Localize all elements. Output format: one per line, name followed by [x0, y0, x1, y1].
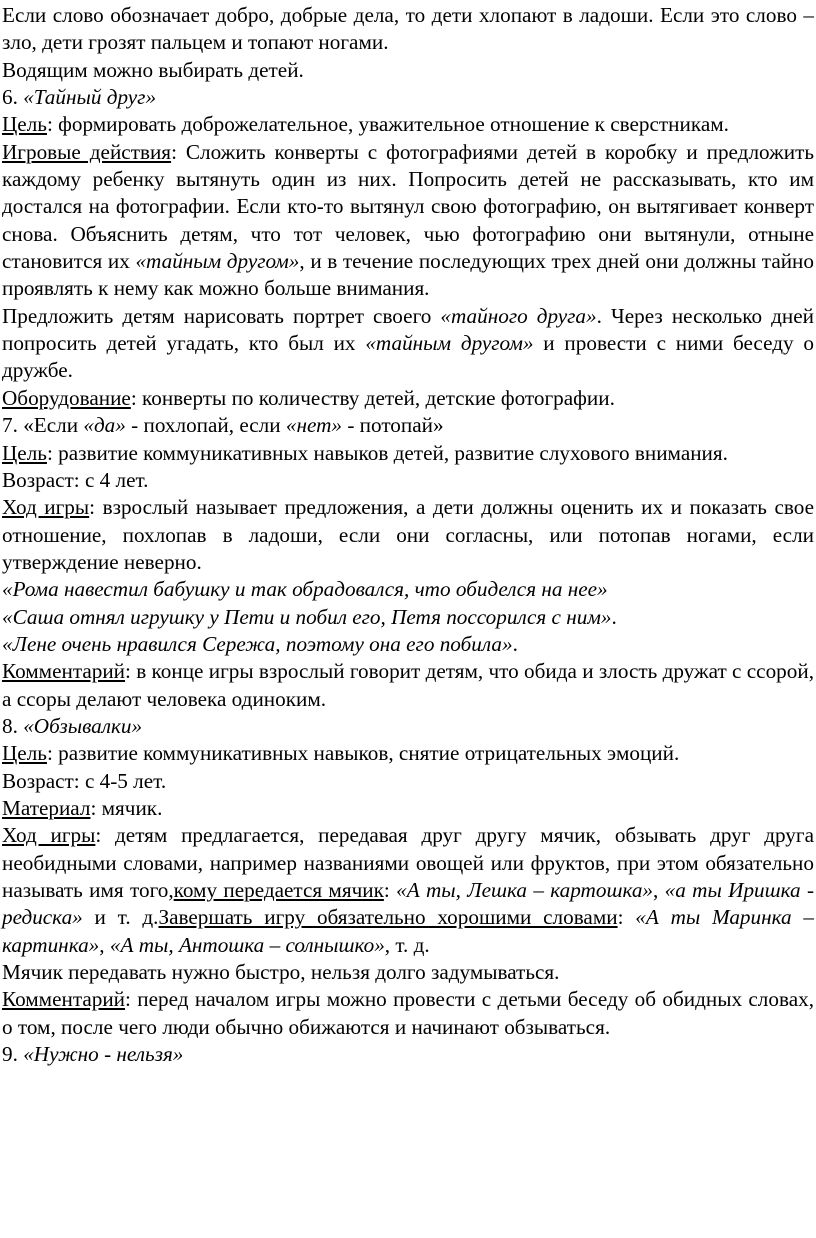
course-text: и т. д.: [82, 905, 159, 930]
course-example: «А ты, Антошка – солнышко»: [109, 932, 385, 957]
sentence-text: «Саша отнял игрушку у Пети и побил его, Петя поссорился с ним»: [2, 604, 612, 629]
comment-label: Комментарий: [2, 659, 126, 684]
course-text: : взрослый называет предложения, а дети должны оценить их и показать свое отношение, похлопав в ладоши, если они согласны, или потопав ногами, если утверждение неверно.: [2, 495, 815, 574]
secret-friend-term: «тайным другом»: [135, 249, 300, 274]
game-6-title: [2, 84, 814, 111]
course-text: :: [383, 878, 397, 902]
title-part: - потопай»: [342, 413, 444, 438]
actions-label: Игровые действия: [2, 139, 172, 164]
course-underlined: Завершать игру обязательно хорошими словами: [158, 905, 618, 930]
game-8-number: 8.: [2, 713, 24, 738]
title-part: 7. «Если: [2, 413, 84, 438]
comment-text: : перед началом игры можно провести с детьми беседу об обидных словах, о том, после чего люди обычно обижаются и начинают обзываться.: [2, 987, 814, 1039]
game-9-name: «Нужно - нельзя»: [23, 1042, 184, 1067]
drawing-text: . Через несколько дней попросить детей угадать, кто был их: [2, 303, 814, 356]
game-8-comment: [2, 986, 814, 1041]
paragraph-leader: Водящим можно выбирать детей.: [2, 57, 304, 82]
game-8-goal: [2, 740, 814, 767]
course-example: «А ты Маринка – картинка»: [2, 905, 814, 957]
course-label: Ход игры: [2, 495, 90, 520]
equipment-label: Оборудование: [2, 385, 131, 410]
goal-text: : формировать доброжелательное, уважительное отношение к сверстникам.: [46, 112, 729, 137]
course-text: : детям предлагается, передавая друг другу мячик, обзывать друг друга необидными словами, например названиями овощей или фруктов, при этом обязательно называть имя того,: [2, 823, 814, 902]
goal-text: : развитие коммуникативных навыков, снятие отрицательных эмоций.: [46, 741, 680, 766]
game-7-title: [2, 412, 814, 439]
secret-friend-term: «тайным другом»: [365, 331, 534, 356]
goal-label: Цель: [2, 440, 47, 465]
actions-text: : Сложить конверты с фотографиями детей в коробку и предложить каждому ребенку вытянуть один из них. Попросить детей не рассказывать, кто им достался на фотографии. Если кто-то вытянул свою фотографию, он вытягивает конверт снова. Объяснить детям, что тот человек, чью фотографию они вытянули, отныне становится их: [2, 139, 814, 274]
game-6-goal: [2, 111, 814, 138]
game-9-title: [2, 1041, 814, 1068]
game-7-goal: [2, 440, 814, 467]
comment-text: : в конце игры взрослый говорит детям, что обида и злость дружат с ссорой, а ссоры делают человека одиноким.: [2, 659, 814, 711]
course-example: «а ты Иришка - редиска»: [2, 878, 815, 930]
game-7-age: Возраст: с 4 лет.: [2, 467, 149, 492]
game-8-material: [2, 795, 814, 822]
game-8-course: [2, 822, 814, 959]
game-6-number: 6.: [2, 85, 24, 110]
equipment-text: : конверты по количеству детей, детские фотографии.: [130, 385, 615, 410]
course-text: ,: [653, 878, 665, 902]
game-8-age: Возраст: с 4-5 лет.: [2, 768, 167, 793]
course-label: Ход игры: [2, 823, 96, 848]
game-6-name: «Тайный друг»: [23, 85, 157, 110]
title-yes: «да»: [83, 413, 126, 438]
example-sentence-2: [2, 604, 814, 631]
comment-label: Комментарий: [2, 987, 126, 1012]
sentence-text: «Лене очень нравился Сережа, поэтому она его побила»: [2, 631, 513, 656]
goal-text: : развитие коммуникативных навыков детей, развитие слухового внимания.: [46, 440, 728, 465]
game-7-course: [2, 494, 814, 576]
material-text: : мячик.: [90, 795, 163, 820]
game-6-actions: [2, 139, 814, 303]
example-sentence-3: [2, 631, 814, 658]
game-7-comment: [2, 658, 814, 713]
course-text: :: [617, 905, 636, 930]
example-sentence-1: «Рома навестил бабушку и так обрадовался, что обиделся на нее»: [2, 577, 608, 602]
drawing-text: и провести с ними беседу о дружбе.: [2, 331, 814, 383]
game-6-equipment: [2, 385, 814, 412]
drawing-text: Предложить детям нарисовать портрет своего: [2, 303, 441, 328]
course-text: ,: [99, 932, 110, 957]
sentence-end: .: [611, 604, 617, 629]
actions-text-end: , и в течение последующих трех дней они должны тайно проявлять к нему как можно больше внимания.: [2, 249, 814, 301]
title-no: «нет»: [285, 413, 343, 438]
sentence-end: .: [512, 631, 518, 656]
game-6-drawing: [2, 303, 814, 385]
course-example: «А ты, Лешка – картошка»: [396, 878, 654, 902]
course-underlined: кому передается мячик: [173, 878, 384, 902]
game-8-fast-note: Мячик передавать нужно быстро, нельзя долго задумываться.: [2, 960, 560, 985]
goal-label: Цель: [2, 741, 47, 766]
material-label: Материал: [2, 795, 91, 820]
game-8-name: «Обзывалки»: [23, 713, 143, 738]
goal-label: Цель: [2, 112, 47, 137]
game-9-number: 9.: [2, 1042, 24, 1067]
title-part: - похлопай, если: [125, 413, 286, 438]
paragraph-rules: Если слово обозначает добро, добрые дела, то дети хлопают в ладоши. Если это слово – зло, дети грозят пальцем и топают ногами.: [2, 3, 814, 55]
secret-friend-term: «тайного друга»: [440, 303, 597, 328]
course-text: , т. д.: [384, 932, 430, 957]
game-8-title: [2, 713, 814, 740]
